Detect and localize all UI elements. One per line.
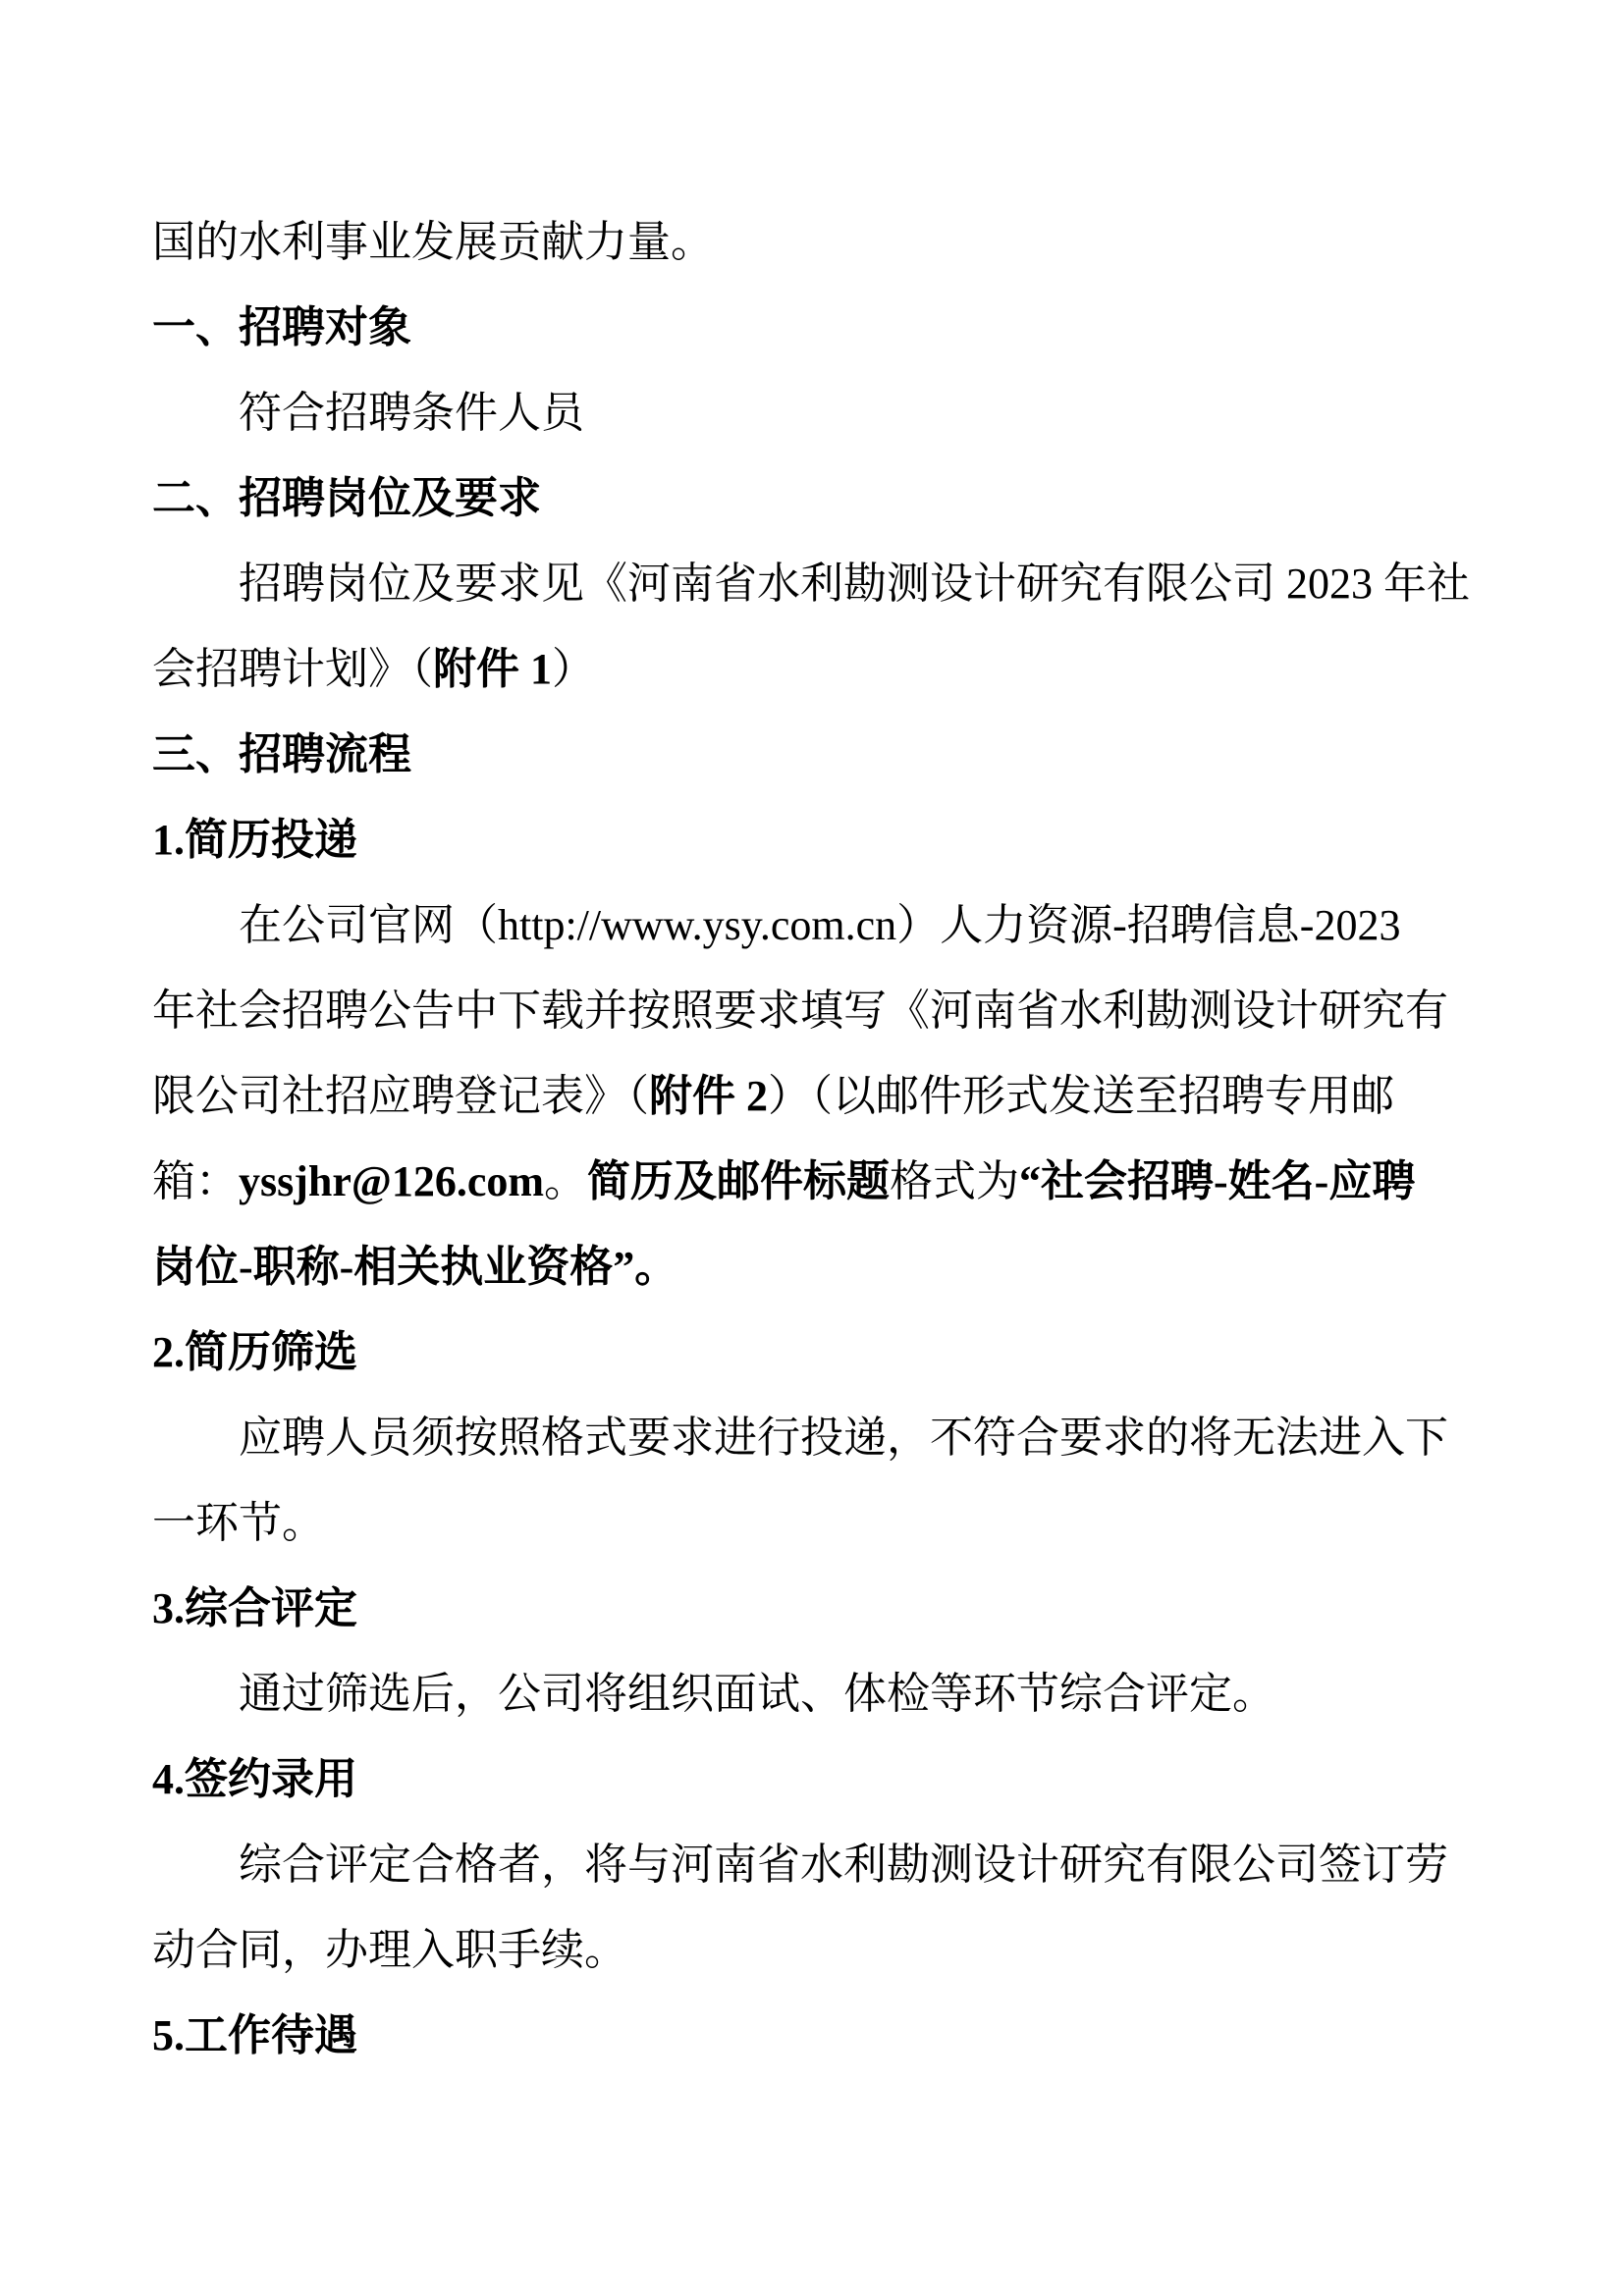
body-line <box>152 541 1477 626</box>
body-line <box>152 1053 1477 1139</box>
text-run: 综合评定合格者，将与河南省水利勘测设计研究有限公司签订劳 <box>239 1841 1448 1889</box>
email-title-format-start: “社会招聘-姓名-应聘 <box>1019 1157 1416 1205</box>
heading-text: 2.简历筛选 <box>152 1328 357 1376</box>
body-line <box>152 626 1477 712</box>
text-run: 年社会招聘公告中下载并按照要求填写《河南省水利勘测设计研究有 <box>152 987 1448 1035</box>
text-run: 箱： <box>152 1157 239 1205</box>
text-run: 动合同，办理入职手续。 <box>152 1926 627 1974</box>
text-run: 会招聘计划》（ <box>152 645 433 693</box>
body-line <box>152 882 1477 968</box>
text-run: 格式为 <box>890 1157 1020 1205</box>
text-run: 国的水利事业发展贡献力量。 <box>152 218 714 266</box>
heading-section-3-recruitment-process <box>152 712 1477 797</box>
bold-text-run: 简历及邮件标题 <box>587 1157 891 1205</box>
bold-text-run: 岗位-职称-相关执业资格”。 <box>152 1243 678 1291</box>
text-run: 应聘人员须按照格式要求进行投递，不符合要求的将无法进入下 <box>239 1414 1448 1462</box>
body-line <box>152 1822 1477 1907</box>
text-run: 一环节。 <box>152 1499 325 1547</box>
text-run: ） <box>552 645 595 693</box>
heading-section-1-recruitment-target <box>152 285 1477 370</box>
heading-text: 5.工作待遇 <box>152 2011 357 2059</box>
recruitment-email-address: yssjhr@126.com <box>239 1157 545 1205</box>
body-line <box>152 1480 1477 1566</box>
body-line <box>152 1907 1477 1993</box>
heading-text: 1.简历投递 <box>152 816 357 864</box>
attachment-2-reference: 附件 2 <box>649 1072 768 1120</box>
text-run-with-website-url: 在公司官网（http://www.ysy.com.cn）人力资源-招聘信息-2023 <box>239 901 1401 949</box>
text-run: 招聘岗位及要求见《河南省水利勘测设计研究有限公司 2023 年社 <box>239 560 1470 608</box>
body-line <box>152 1651 1477 1736</box>
text-run: ）（以邮件形式发送至招聘专用邮 <box>768 1072 1394 1120</box>
heading-text: 二、招聘岗位及要求 <box>152 474 541 522</box>
heading-section-2-positions-requirements <box>152 455 1477 541</box>
text-run: 通过筛选后，公司将组织面试、体检等环节综合评定。 <box>239 1670 1275 1718</box>
text-run: 符合招聘条件人员 <box>239 389 584 437</box>
email-title-format-end <box>152 1224 1477 1309</box>
body-line <box>152 370 1477 455</box>
paragraph-continuation-line <box>152 199 1477 285</box>
heading-text: 三、招聘流程 <box>152 730 411 778</box>
subheading-1-resume-submission <box>152 797 1477 882</box>
heading-text: 3.综合评定 <box>152 1584 357 1632</box>
body-line <box>152 1139 1477 1224</box>
subheading-2-resume-screening <box>152 1309 1477 1395</box>
heading-text: 4.签约录用 <box>152 1755 357 1803</box>
text-run: 。 <box>544 1157 588 1205</box>
text-run: 限公司社招应聘登记表》（ <box>152 1072 649 1120</box>
body-line <box>152 968 1477 1053</box>
heading-text: 一、招聘对象 <box>152 303 411 351</box>
subheading-4-signing-and-hiring <box>152 1736 1477 1822</box>
subheading-3-comprehensive-evaluation <box>152 1566 1477 1651</box>
attachment-1-reference: 附件 1 <box>433 645 552 693</box>
body-line <box>152 1395 1477 1480</box>
subheading-5-work-benefits <box>152 1993 1477 2078</box>
